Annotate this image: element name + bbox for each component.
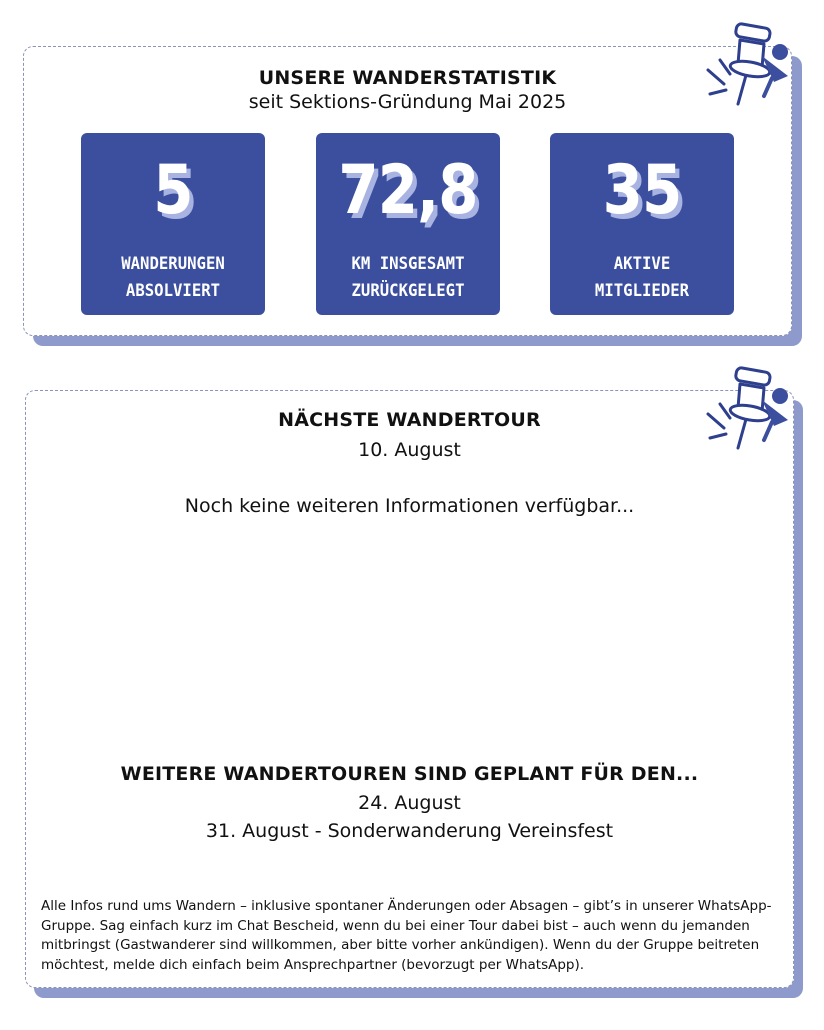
stat-label-line: KM INSGESAMT [351,254,465,274]
stat-label-line: AKTIVE [613,254,671,274]
stats-subtitle: seit Sektions-Gründung Mai 2025 [248,91,567,113]
stat-label-line: WANDERUNGEN [121,254,225,274]
stats-card [23,46,792,336]
stat-tile-hikes [81,133,265,315]
stat-label-line: MITGLIEDER [594,281,690,301]
stat-label [88,251,257,305]
next-tour-date: 10. August [358,439,461,461]
next-tour-info: Noch keine weiteren Informationen verfügbar... [184,495,635,517]
stats-title: UNSERE WANDERSTATISTIK [258,67,557,89]
further-tour-date: 31. August - Sonderwanderung Vereinsfest [205,820,614,842]
stat-value: 72,8 [338,151,478,230]
stat-label-line: ZURÜCKGELEGT [351,281,465,301]
stat-label [323,251,492,305]
stat-value: 5 [153,151,193,230]
pushpin-icon [700,16,800,116]
stat-label [557,251,726,305]
further-tour-date: 24. August [358,792,461,814]
tour-card [25,390,794,988]
pushpin-icon [700,360,800,460]
stat-tile-km [316,133,500,315]
stat-tile-members [550,133,734,315]
next-tour-title: NÄCHSTE WANDERTOUR [278,409,541,431]
whatsapp-info-text: Alle Infos rund ums Wandern – inklusive spontaner Änderungen oder Absagen – gibt’s in unserer WhatsApp-Gruppe. Sag einfach kurz im Chat Bescheid, wenn du bei einer Tour dabei bist – auch wenn du jemanden mitbringst (Gastwanderer sind willkommen, aber bitte vorher ankündigen). Wenn du der Gruppe beitreten möchtest, melde dich einfach beim Ansprechpartner (bevorzugt per WhatsApp). [41,898,772,973]
stat-value: 35 [602,151,682,230]
further-tours-title: WEITERE WANDERTOUREN SIND GEPLANT FÜR DEN... [120,763,699,785]
stat-label-line: ABSOLVIERT [125,281,221,301]
